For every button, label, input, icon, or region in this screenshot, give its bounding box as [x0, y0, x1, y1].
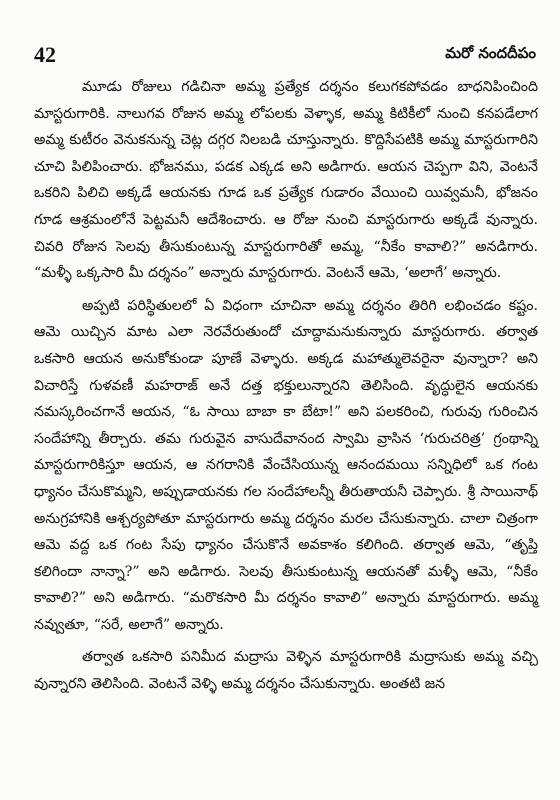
page-number: 42: [34, 42, 56, 67]
page-header: [34, 42, 536, 68]
page-body: [34, 74, 538, 796]
paragraph: మూడు రోజులు గడిచినా అమ్మ ప్రత్యేక దర్శనం కలుగకపోవడం బాధనిపించింది మాస్టరుగారికి. నాలుగవ రోజున అమ్మ లోపలకు వెళ్ళాక, అమ్మ కిటికీలో నుంచి కనపడేలాగ అమ్మ కుటీరం వెనుకనున్న చెట్ల దగ్గర నిలబడి చూస్తున్నారు. కొద్దిసేపటికి అమ్మ మాస్టరుగారిని చూచి పిలిపించారు. భోజనము, పడక ఎక్కడ అని అడిగారు. ఆయన చెప్పగా విని, వెంటనే ఒకరిని పిలిచి అక్కడే ఆయనకు గూడ ఒక ప్రత్యేక గుడారం వేయించి యివ్వమనీ, భోజనం గూడ ఆశ్రమంలోనే పెట్టమనీ ఆదేశించారు. ఆ రోజు నుంచి మాస్టరుగారు అక్కడే వున్నారు. చివరి రోజున సెలవు తీసుకుంటున్న మాస్టరుగారితో అమ్మ, “నీకేం కావాలి?” అనడిగారు. “మళ్ళీ ఒక్కసారి మీ దర్శనం” అన్నారు మాస్టరుగారు. వెంటనే ఆమె, ‘అలాగే’ అన్నారు.: [34, 79, 538, 282]
paragraph: తర్వాత ఒకసారి పనిమీద మద్రాసు వెళ్ళిన మాస్టరుగారికి మద్రాసుకు అమ్మ వచ్చి వున్నారని తెలిసింది. వెంటనే వెళ్ళి అమ్మ దర్శనం చేసుకున్నారు. అంతటి జన: [34, 649, 538, 693]
running-head: మరో నందదీపం: [445, 44, 536, 62]
paragraph: అప్పటి పరిస్థితులలో ఏ విధంగా చూచినా అమ్మ దర్శనం తిరిగి లభించడం కష్టం. ఆమె యిచ్చిన మాట ఎలా నెరవేరుతుందో చూద్దామనుకున్నారు మాస్టరుగారు. తర్వాత ఒకసారి ఆయన అనుకోకుండా పూణే వెళ్ళారు. అక్కడ మహాత్ములెవరైనా వున్నారా? అని విచారిస్తే గుళవణీ మహరాజ్ అనే దత్త భక్తులున్నారని తెలిసింది. వృద్ధులైన ఆయనకు నమస్కరించగానే ఆయన, “ఓ సాయి బాబా కా బేటా!” అని పలకరించి, గురువు గురించిన సందేహాన్ని తీర్చారు. తమ గురువైన వాసుదేవానంద స్వామి వ్రాసిన ‘గురుచరిత్ర’ గ్రంథాన్ని మాస్టరుగారికిస్తూ ఆయన, ఆ నగరానికి వేంచేసియున్న ఆనందమయి సన్నిధిలో ఒక గంట ధ్యానం చేసుకొమ్మని, అప్పుడాయనకు గల సందేహాలన్నీ తీరుతాయనీ చెప్పారు. శ్రీ సాయినాథ్ అనుగ్రహానికి ఆశ్చర్యపోతూ మాస్టరుగారు అమ్మ దర్శనం మరల చేసుకున్నారు. చాలా చిత్రంగా ఆమె వద్ద ఒక గంట సేపు ధ్యానం చేసుకొనే అవకాశం కలిగింది. తర్వాత ఆమె, “తృప్తి కలిగిందా నాన్నా?” అని అడిగారు. సెలవు తీసుకుంటున్న ఆయనతో మళ్ళీ ఆమె, “నీకేం కావాలి?” అని అడిగారు. “మరొకసారి మీ దర్శనం కావాలి” అన్నారు మాస్టరుగారు. అమ్మ నవ్వుతూ, “సరే, అలాగే” అన్నారు.: [34, 297, 538, 633]
